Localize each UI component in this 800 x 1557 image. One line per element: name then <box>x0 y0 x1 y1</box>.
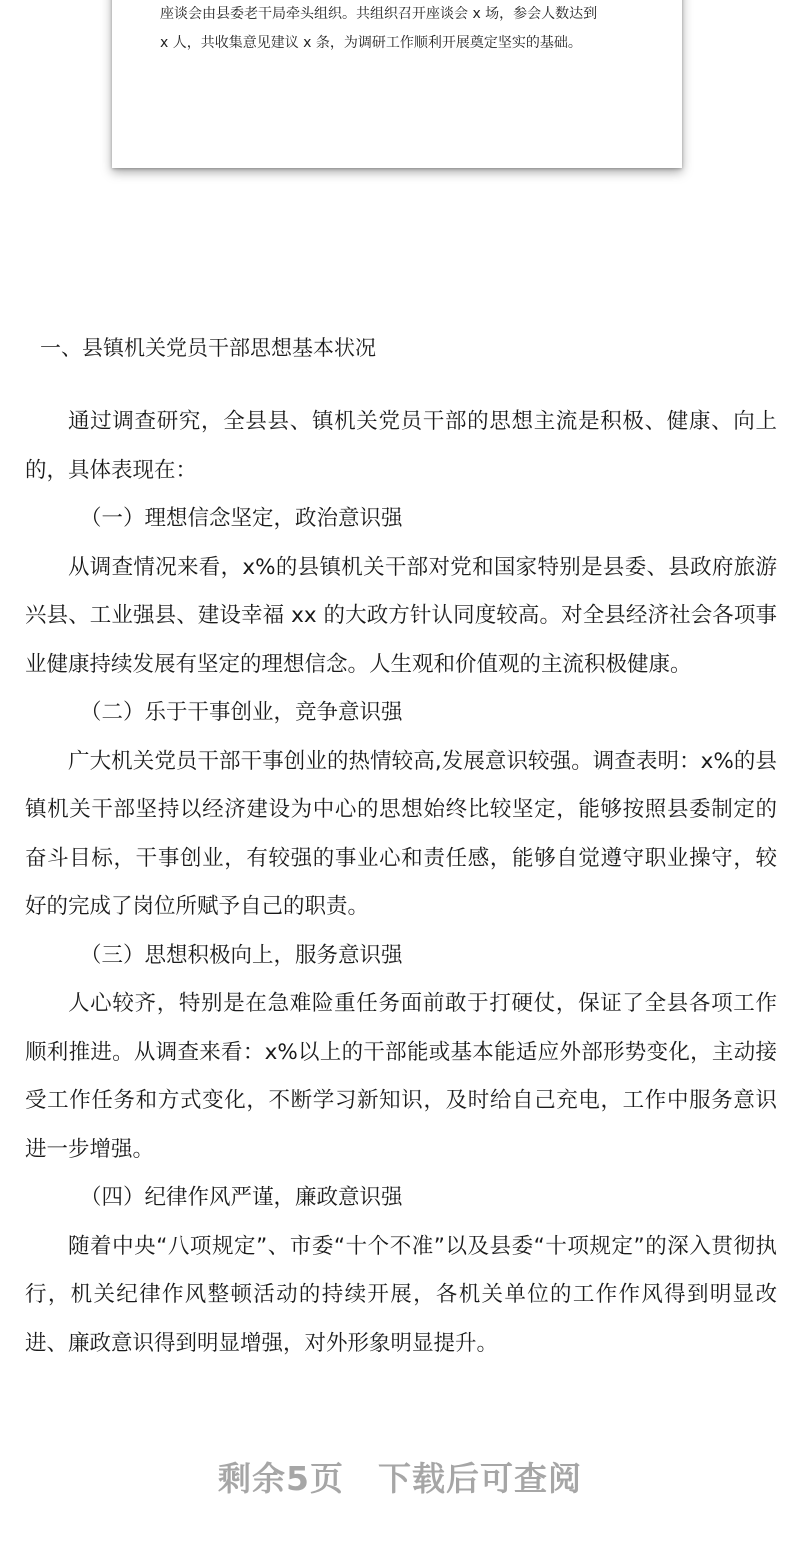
document-preview-card <box>112 0 682 168</box>
preview-line-2: x 人，共收集意见建议 x 条，为调研工作顺利开展奠定坚实的基础。 <box>160 35 582 51</box>
preview-text <box>160 0 650 58</box>
subheading-4: （四）纪律作风严谨，廉政意识强 <box>80 1185 403 1210</box>
intro-paragraph: 通过调查研究，全县县、镇机关党员干部的思想主流是积极、健康、向上的，具体表现在： <box>25 409 777 483</box>
subheading-1: （一）理想信念坚定，政治意识强 <box>80 506 403 531</box>
paragraph-4: 随着中央“八项规定”、市委“十个不准”以及县委“十项规定”的深入贯彻执行，机关纪律作风整顿活动的持续开展，各机关单位的工作作风得到明显改进、廉政意识得到明显增强，对外形象明显提升。 <box>25 1233 777 1356</box>
preview-line-1: 座谈会由县委老干局牵头组织。共组织召开座谈会 x 场，参会人数达到 <box>160 6 598 22</box>
download-to-read-label[interactable]: 下载后可查阅 <box>377 1459 582 1498</box>
document-body <box>25 398 777 1368</box>
remaining-pages-label[interactable]: 剩余5页 <box>218 1459 344 1498</box>
read-more-bar[interactable] <box>0 1452 800 1506</box>
paragraph-1: 从调查情况来看，x%的县镇机关干部对党和国家特别是县委、县政府旅游兴县、工业强县、建设幸福 xx 的大政方针认同度较高。对全县经济社会各项事业健康持续发展有坚定的理想信念。人生观和价值观的主流积极健康。 <box>25 554 777 677</box>
paragraph-2: 广大机关党员干部干事创业的热情较高,发展意识较强。调查表明：x%的县镇机关干部坚持以经济建设为中心的思想始终比较坚定，能够按照县委制定的奋斗目标，干事创业，有较强的事业心和责任感，能够自觉遵守职业操守，较好的完成了岗位所赋予自己的职责。 <box>25 748 777 919</box>
paragraph-3: 人心较齐，特别是在急难险重任务面前敢于打硬仗，保证了全县各项工作顺利推进。从调查来看：x%以上的干部能或基本能适应外部形势变化，主动接受工作任务和方式变化，不断学习新知识，及时给自己充电，工作中服务意识进一步增强。 <box>25 991 777 1162</box>
subheading-3: （三）思想积极向上，服务意识强 <box>80 942 403 968</box>
section-heading: 一、县镇机关党员干部思想基本状况 <box>40 336 376 360</box>
subheading-2: （二）乐于干事创业，竞争意识强 <box>80 700 403 725</box>
